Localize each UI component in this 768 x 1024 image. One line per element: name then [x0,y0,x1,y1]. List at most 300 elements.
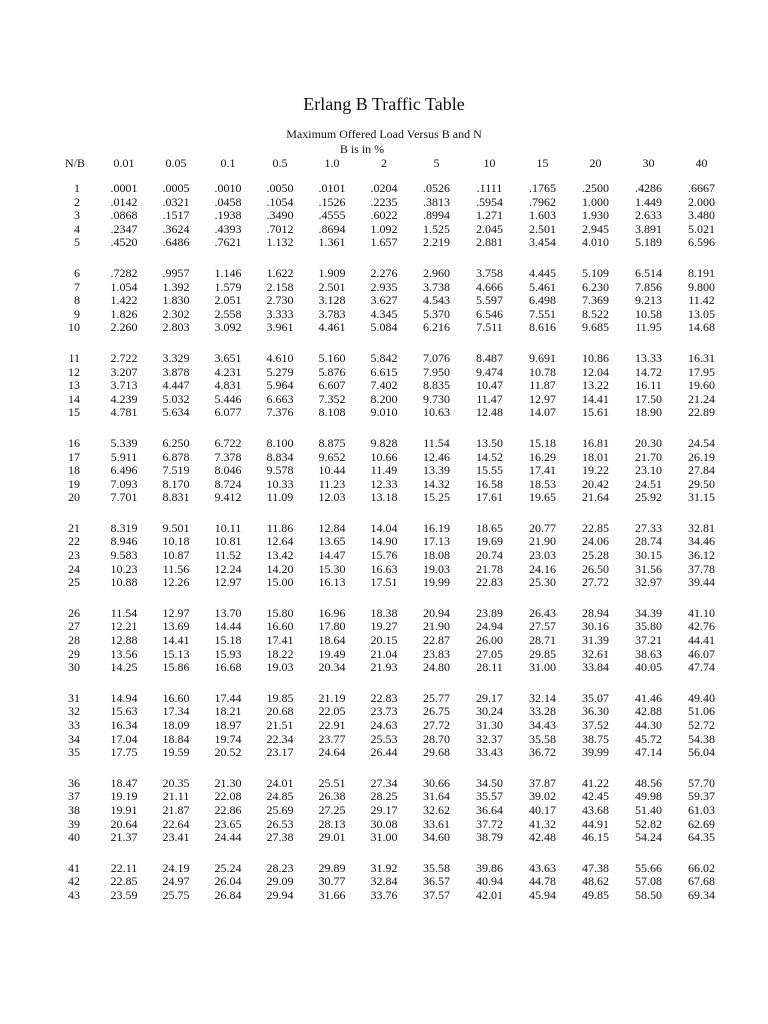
table-cell: 3.878 [162,364,190,379]
table-cell: 19.19 [110,789,138,804]
table-cell: 1.826 [110,306,138,321]
table-cell: .0101 [318,181,346,195]
table-cell: .3813 [423,194,450,209]
table-cell: 11.52 [214,548,242,563]
table-cell: 8.108 [318,405,346,420]
table-row [48,875,728,889]
table-cell: 23.59 [110,887,138,902]
table-cell: 19.65 [529,490,556,505]
table-cell: 3.092 [214,320,242,335]
table-cell: 31.92 [370,860,398,875]
table-cell: 3.758 [476,265,503,280]
table-cell: 24.94 [476,619,503,634]
table-cell: 42.01 [476,887,503,902]
table-cell: 10.66 [370,449,398,464]
table-row [48,692,728,706]
table-cell: 27.84 [688,463,715,478]
table-cell: 37.87 [529,775,556,790]
column-header: 10 [483,156,496,171]
table-row [48,818,728,832]
table-cell: 19.22 [582,463,609,478]
table-cell: 8.200 [370,391,398,406]
table-cell: 19.85 [266,690,294,705]
table-cell: 23.83 [423,646,450,661]
table-cell: 12.97 [529,391,556,406]
table-cell: 33.43 [476,745,503,760]
table-cell: 44.41 [688,633,715,648]
table-cell: 4.445 [529,265,556,280]
table-cell: 22.86 [214,802,242,817]
table-cell: 11.42 [688,293,715,308]
row-label-n: 21 [68,520,80,535]
table-cell: 9.828 [370,435,398,450]
table-cell: .1765 [529,181,556,195]
table-cell: 3.891 [635,221,662,236]
table-cell: 22.83 [476,575,503,590]
table-cell: 3.128 [318,293,346,308]
table-row [48,393,728,407]
table-cell: 12.21 [110,619,138,634]
table-cell: 15.00 [266,575,294,590]
table-row [48,281,728,295]
group-spacer [48,845,728,862]
table-cell: 33.61 [423,816,450,831]
table-cell: .4393 [214,221,242,236]
table-cell: 11.87 [529,378,556,393]
table-cell: 13.39 [423,463,450,478]
row-label-n: 2 [74,194,80,209]
table-cell: 14.41 [582,391,609,406]
table-cell: .1517 [162,208,190,223]
table-cell: 19.03 [423,561,450,576]
table-cell: 3.329 [162,350,190,365]
table-cell: 31.00 [529,660,556,675]
table-cell: 51.40 [635,802,662,817]
table-cell: 8.191 [688,265,715,280]
table-cell: 28.70 [423,731,450,746]
column-header: 20 [589,156,602,171]
table-cell: 18.21 [214,704,242,719]
table-cell: 27.05 [476,646,503,661]
table-cell: .0526 [423,181,450,195]
table-cell: 2.935 [370,279,398,294]
unit-note: B is in % [339,142,385,156]
table-cell: 5.160 [318,350,346,365]
row-label-n: 6 [74,265,80,280]
table-cell: 5.032 [162,391,190,406]
table-cell: 12.03 [318,490,346,505]
table-cell: 24.01 [266,775,294,790]
table-cell: 13.18 [370,490,398,505]
table-cell: 54.24 [635,830,662,845]
table-row [48,607,728,621]
table-cell: 16.29 [529,449,556,464]
table-cell: 23.77 [318,731,346,746]
table-cell: 7.856 [635,279,662,294]
table-row [48,196,728,210]
table-cell: 12.88 [110,633,138,648]
table-cell: 48.56 [635,775,662,790]
table-cell: 22.08 [214,789,242,804]
table-cell: 2.000 [688,194,715,209]
table-cell: 8.946 [110,534,138,549]
table-cell: 42.48 [529,830,556,845]
table-cell: 18.97 [214,718,242,732]
spacer-cell [48,335,728,352]
table-cell: 39.86 [476,860,503,875]
table-cell: 20.15 [370,633,398,648]
table-cell: 21.93 [370,660,398,675]
table-cell: 19.74 [214,731,242,746]
table-cell: 26.75 [423,704,450,719]
table-cell: 38.75 [582,731,609,746]
table-cell: 2.302 [162,306,190,321]
table-cell: 24.16 [529,561,556,576]
table-cell: 6.496 [110,463,138,478]
table-cell: 8.835 [423,378,450,393]
table-row [48,889,728,903]
table-row [48,236,728,250]
table-cell: 12.33 [370,476,398,491]
table-cell: 9.010 [370,405,398,420]
table-cell: 47.14 [635,745,662,760]
table-cell: 55.66 [635,860,662,875]
table-cell: .4555 [318,208,346,223]
table-cell: 30.16 [582,619,609,634]
table-cell: 18.38 [370,605,398,620]
table-cell: 15.18 [214,633,242,648]
row-label-n: 32 [68,704,80,719]
table-cell: 15.18 [529,435,556,450]
table-row [48,182,728,196]
table-cell: 8.616 [529,320,556,335]
table-cell: 32.81 [688,520,715,535]
table-cell: 2.260 [110,320,138,335]
table-cell: 30.24 [476,704,503,719]
table-cell: 36.72 [529,745,556,760]
table-cell: 24.54 [688,435,715,450]
table-cell: 13.70 [214,605,242,620]
row-label-n: 7 [74,279,80,294]
table-cell: 17.80 [318,619,346,634]
table-cell: 31.15 [688,490,715,505]
table-cell: 5.084 [370,320,398,335]
table-cell: 22.91 [318,718,346,732]
table-cell: 31.56 [635,561,662,576]
table-cell: 14.20 [266,561,294,576]
row-label-n: 41 [68,860,80,875]
table-cell: 15.63 [110,704,138,719]
table-cell: 2.722 [110,350,138,365]
table-cell: .8994 [423,208,450,223]
table-cell: .0868 [110,208,138,223]
table-cell: 4.831 [214,378,242,393]
table-cell: 20.35 [162,775,190,790]
table-cell: 4.543 [423,293,450,308]
row-label-n: 29 [68,646,80,661]
table-cell: 56.04 [688,745,715,760]
table-cell: 45.94 [529,887,556,902]
table-row [48,719,728,733]
row-label-n: 5 [74,235,80,250]
table-cell: 2.501 [529,221,556,236]
table-cell: 22.05 [318,704,346,719]
table-cell: 36.30 [582,704,609,719]
table-cell: 3.651 [214,350,242,365]
table-cell: 32.62 [423,802,450,817]
table-cell: 21.70 [635,449,662,464]
table-cell: 33.28 [529,704,556,719]
table-cell: .7621 [214,235,242,250]
table-cell: 29.85 [529,646,556,661]
table-row [48,535,728,549]
table-row [48,831,728,845]
table-cell: 24.51 [635,476,662,491]
table-cell: 2.276 [370,265,398,280]
table-cell: 28.23 [266,860,294,875]
table-cell: 10.87 [162,548,190,563]
table-cell: 39.99 [582,745,609,760]
column-header: 30 [642,156,655,171]
table-cell: 7.511 [476,320,503,335]
table-cell: 1.361 [318,235,346,250]
table-cell: 1.146 [214,265,242,280]
table-cell: 21.37 [110,830,138,845]
table-cell: 4.345 [370,306,398,321]
table-cell: 2.945 [582,221,609,236]
row-label-n: 10 [68,320,80,335]
table-cell: 10.44 [318,463,346,478]
table-cell: 9.501 [162,520,190,535]
table-cell: 16.60 [266,619,294,634]
table-row [48,223,728,237]
table-cell: 21.11 [162,789,190,804]
table-cell: 19.49 [318,646,346,661]
table-cell: 42.76 [688,619,715,634]
table-cell: 10.58 [635,306,662,321]
table-cell: 1.603 [529,208,556,223]
table-cell: 6.546 [476,306,503,321]
table-cell: 17.95 [688,364,715,379]
table-cell: 28.71 [529,633,556,648]
row-label-n: 9 [74,306,80,321]
table-cell: 12.84 [318,520,346,535]
table-cell: 14.32 [423,476,450,491]
spacer-cell [48,250,728,267]
table-subtitle: Maximum Offered Load Versus B and N [286,127,482,141]
table-cell: 43.63 [529,860,556,875]
table-cell: .0142 [110,194,138,209]
table-cell: 11.86 [266,520,294,535]
table-cell: 27.72 [582,575,609,590]
table-cell: 29.68 [423,745,450,760]
table-cell: 31.39 [582,633,609,648]
table-cell: 5.842 [370,350,398,365]
table-cell: 29.17 [370,802,398,817]
table-row [48,648,728,662]
table-cell: 1.657 [370,235,398,250]
table-cell: 49.40 [688,690,715,705]
table-row [48,777,728,791]
table-cell: 34.46 [688,534,715,549]
row-label-n: 40 [68,830,80,845]
table-cell: 2.051 [214,293,242,308]
table-cell: 14.04 [370,520,398,535]
table-cell: 23.73 [370,704,398,719]
table-cell: 21.51 [266,718,294,732]
table-cell: 7.076 [423,350,450,365]
table-cell: 11.09 [266,490,294,505]
table-cell: 10.11 [214,520,242,535]
table-cell: 9.691 [529,350,556,365]
table-cell: 41.10 [688,605,715,620]
row-label-n: 14 [68,391,80,406]
table-cell: 35.58 [529,731,556,746]
table-cell: 32.37 [476,731,503,746]
table-cell: 9.474 [476,364,503,379]
table-cell: 2.219 [423,235,450,250]
table-cell: 4.010 [582,235,609,250]
row-label-n: 19 [68,476,80,491]
table-cell: 30.66 [423,775,450,790]
table-cell: 32.84 [370,874,398,889]
table-cell: 2.501 [318,279,346,294]
table-cell: 1.930 [582,208,609,223]
table-cell: 9.730 [423,391,450,406]
table-row [48,576,728,590]
table-cell: 38.63 [635,646,662,661]
table-cell: 11.47 [476,391,503,406]
table-cell: 21.78 [476,561,503,576]
table-cell: 9.583 [110,548,138,563]
table-cell: 32.97 [635,575,662,590]
table-cell: .6486 [162,235,190,250]
table-cell: 16.96 [318,605,346,620]
table-cell: 24.44 [214,830,242,845]
table-cell: .1938 [214,208,242,223]
table-cell: 11.49 [370,463,398,478]
table-cell: 28.94 [582,605,609,620]
table-cell: 14.94 [110,690,138,705]
table-cell: 21.90 [529,534,556,549]
table-cell: 25.75 [162,887,190,902]
table-cell: .7012 [266,221,294,236]
table-cell: 11.54 [110,605,138,620]
table-cell: 30.08 [370,816,398,831]
table-cell: 12.64 [266,534,294,549]
row-label-n: 12 [68,364,80,379]
group-spacer [48,250,728,267]
table-cell: 38.79 [476,830,503,845]
table-cell: 48.62 [582,874,609,889]
table-cell: 21.30 [214,775,242,790]
table-cell: 9.213 [635,293,662,308]
table-cell: 5.339 [110,435,138,450]
table-cell: 7.551 [529,306,556,321]
table-cell: 35.57 [476,789,503,804]
table-cell: 22.11 [110,860,138,875]
table-cell: 29.17 [476,690,503,705]
table-cell: 20.30 [635,435,662,450]
table-cell: 8.522 [582,306,609,321]
table-cell: 8.875 [318,435,346,450]
table-cell: 12.97 [162,605,190,620]
table-cell: 9.578 [266,463,294,478]
row-label-n: 35 [68,745,80,760]
table-cell: 1.132 [266,235,294,250]
table-cell: 17.61 [476,490,503,505]
table-cell: 10.23 [110,561,138,576]
row-label-n: 36 [68,775,80,790]
table-cell: 26.04 [214,874,242,889]
table-cell: 42.45 [582,789,609,804]
table-cell: 6.663 [266,391,294,406]
table-cell: .0005 [162,181,190,195]
table-cell: 11.54 [423,435,450,450]
table-cell: 16.68 [214,660,242,675]
table-cell: 9.685 [582,320,609,335]
table-cell: 35.07 [582,690,609,705]
table-cell: 11.23 [318,476,346,491]
table-cell: 16.11 [635,378,662,393]
table-cell: 27.38 [266,830,294,845]
table-cell: 5.461 [529,279,556,294]
row-label-n: 20 [68,490,80,505]
table-cell: 24.63 [370,718,398,732]
table-cell: 2.730 [266,293,294,308]
table-cell: .1054 [266,194,294,209]
table-cell: 2.158 [266,279,294,294]
table-cell: 7.519 [162,463,190,478]
table-cell: 5.446 [214,391,242,406]
table-cell: 20.74 [476,548,503,563]
group-spacer [48,760,728,777]
table-cell: 14.52 [476,449,503,464]
table-cell: 28.74 [635,534,662,549]
table-row [48,437,728,451]
table-cell: .0001 [110,181,138,195]
table-cell: 32.61 [582,646,609,661]
table-row [48,620,728,634]
table-cell: 15.76 [370,548,398,563]
table-cell: 46.15 [582,830,609,845]
spacer-cell [48,845,728,862]
table-cell: 23.10 [635,463,662,478]
table-cell: 6.230 [582,279,609,294]
row-label-n: 42 [68,874,80,889]
row-label-n: 43 [68,887,80,902]
table-cell: 19.60 [688,378,715,393]
column-header: 2 [381,156,387,171]
table-cell: 16.31 [688,350,715,365]
table-cell: 22.34 [266,731,294,746]
column-header: 0.5 [272,156,288,171]
table-cell: 15.80 [266,605,294,620]
table-cell: 18.09 [162,718,190,732]
table-cell: 7.701 [110,490,138,505]
table-cell: 22.89 [688,405,715,420]
table-cell: 14.90 [370,534,398,549]
table-cell: 18.65 [476,520,503,535]
table-cell: 41.46 [635,690,662,705]
table-cell: 7.950 [423,364,450,379]
table-cell: 27.57 [529,619,556,634]
group-spacer [48,590,728,607]
row-label-n: 24 [68,561,80,576]
table-cell: .7962 [529,194,556,209]
table-cell: 18.64 [318,633,346,648]
table-cell: 23.89 [476,605,503,620]
